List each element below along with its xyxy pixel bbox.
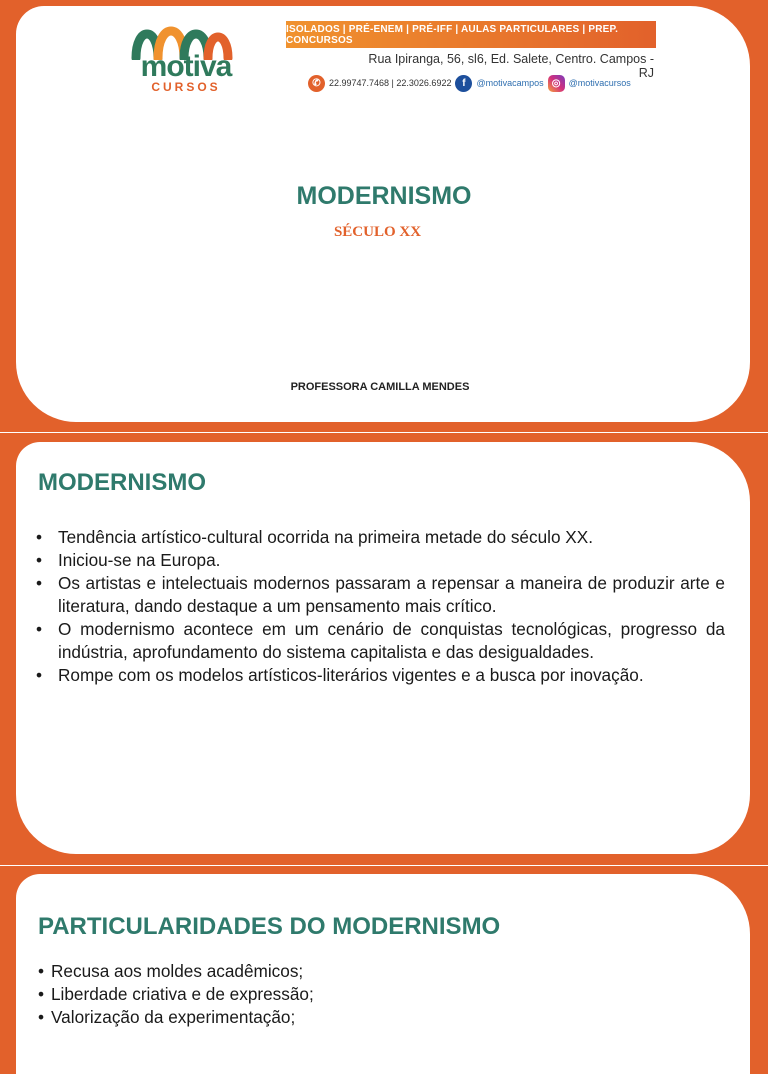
address-text: Rua Ipiranga, 56, sl6, Ed. Salete, Centro. Campos - RJ [368, 52, 654, 80]
instagram-icon[interactable]: ◎ [548, 75, 565, 92]
list-item: • Recusa aos moldes acadêmicos; [38, 960, 718, 983]
facebook-icon[interactable]: f [455, 75, 472, 92]
list-item: • Tendência artístico-cultural ocorrida na primeira metade do século XX. [36, 526, 725, 549]
slide-divider [0, 432, 768, 433]
instagram-handle[interactable]: @motivacursos [568, 78, 631, 88]
contacts-row [308, 72, 658, 94]
list-item: • Iniciou-se na Europa. [36, 549, 725, 572]
professor-name: PROFESSORA CAMILLA MENDES [290, 381, 470, 393]
slide-divider [0, 865, 768, 866]
list-item: • Os artistas e intelectuais modernos passaram a repensar a maneira de produzir arte e literatura, dando destaque a um pensamento mais crítico. [36, 572, 725, 618]
slide2-title: MODERNISMO [38, 469, 206, 496]
slide3-title: PARTICULARIDADES DO MODERNISMO [38, 913, 501, 940]
phone-numbers: 22.99747.7468 | 22.3026.6922 [329, 78, 452, 88]
slide2-bullet-list [36, 526, 725, 687]
logo-subtitle: CURSOS [151, 80, 221, 94]
slide1-title: MODERNISMO [296, 182, 472, 210]
list-item: • Liberdade criativa e de expressão; [38, 983, 718, 1006]
slide1-subtitle: SÉCULO XX [333, 224, 422, 240]
list-item: • Valorização da experimentação; [38, 1006, 718, 1029]
list-item: • Rompe com os modelos artísticos-literários vigentes e a busca por inovação. [36, 664, 725, 687]
logo-name: motiva [140, 50, 232, 83]
facebook-handle[interactable]: @motivacampos [476, 78, 544, 88]
slide3-bullet-list [38, 960, 718, 1029]
phone-icon: ✆ [308, 75, 325, 92]
services-bar: ISOLADOS | PRÉ-ENEM | PRÉ-IFF | AULAS PARTICULARES | PREP. CONCURSOS [286, 21, 656, 48]
list-item: • O modernismo acontece em um cenário de conquistas tecnológicas, progresso da indústria, aprofundamento do sistema capitalista e das desigualdades. [36, 618, 725, 664]
header-banner [112, 14, 658, 96]
